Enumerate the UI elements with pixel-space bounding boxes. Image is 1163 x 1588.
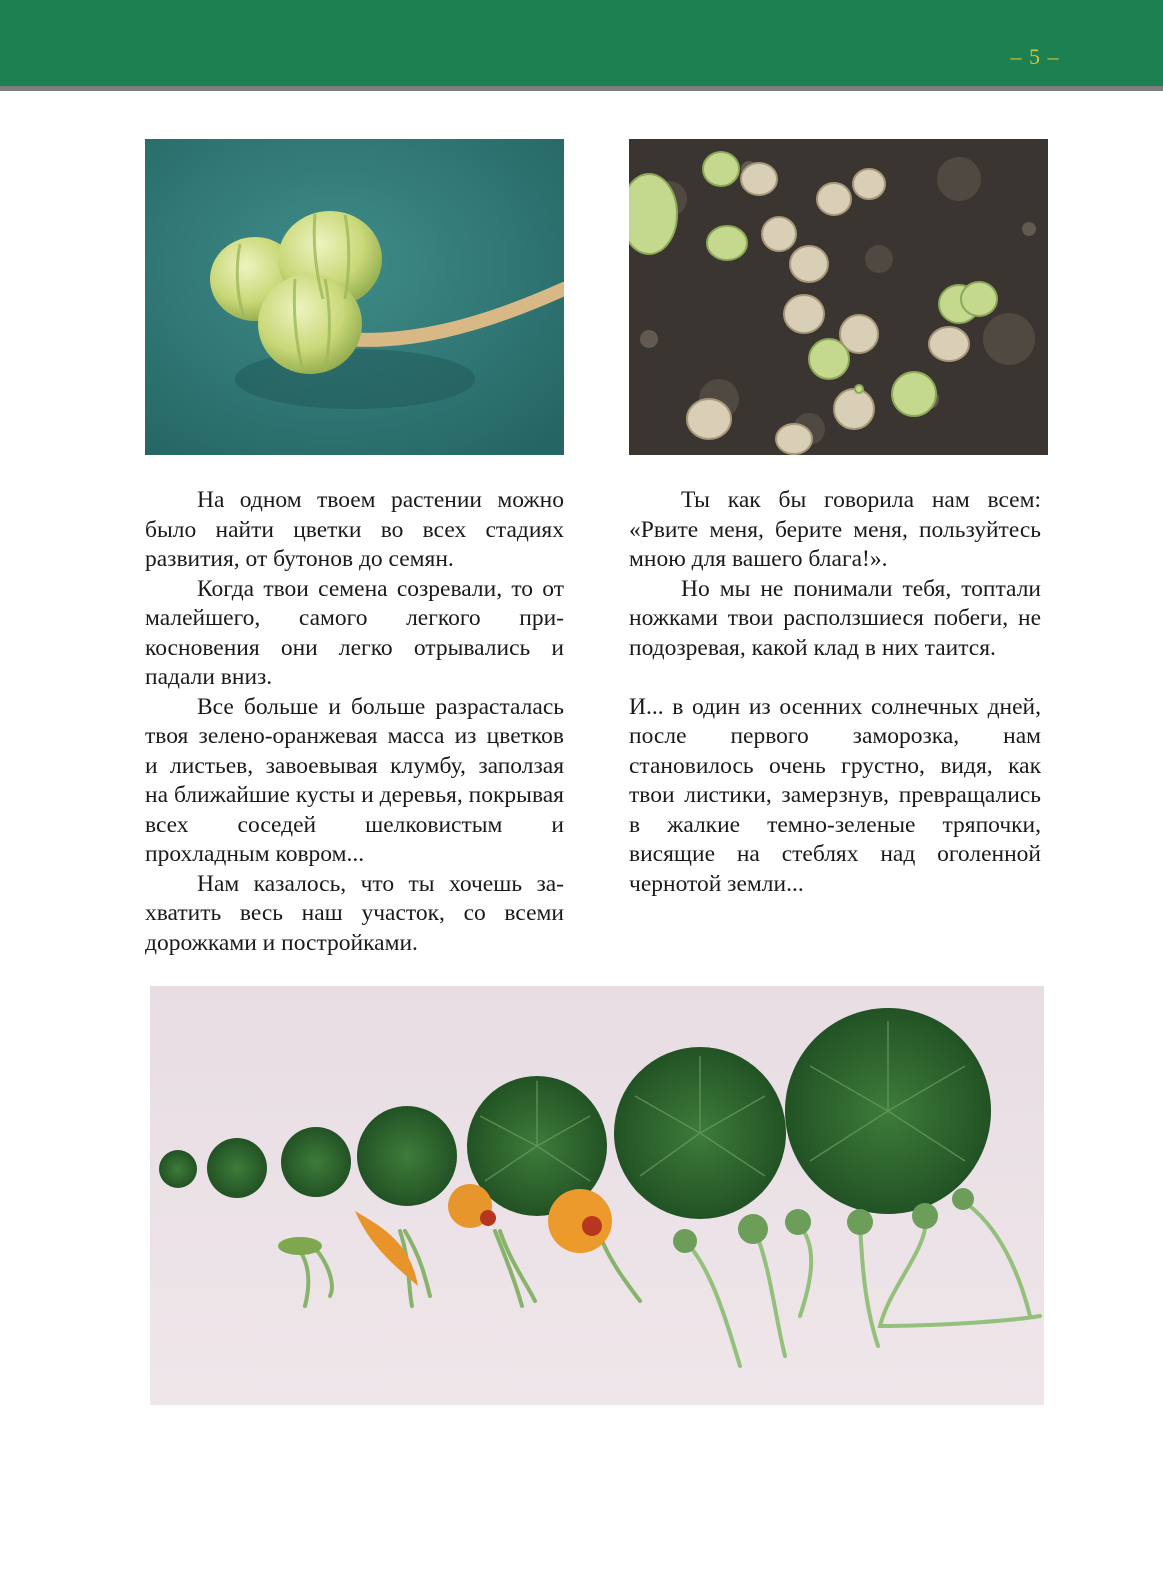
paragraph: На одном твоем растении можно было найти цветки во всех стадиях развития, от бутонов до семян. xyxy=(145,487,564,572)
left-text-column xyxy=(145,486,564,958)
paragraph: Нам казалось, что ты хочешь захватить весь наш участок, со всеми дорожками и постройками. xyxy=(145,870,564,956)
paragraph: Ты как бы говорила нам всем: «Рвите меня, берите меня, пользуйтесь мною для вашего блага!». xyxy=(629,487,1041,572)
paragraph: И... в один из осенних солнечных дней, после первого заморозка, нам становилось очень грустно, видя, как твои листики, замерзнув, превращались в жалкие темно-зеленые тряпочки, висящие на стеблях над оголенной чернотой земли... xyxy=(629,693,1041,897)
header-divider xyxy=(0,86,1163,91)
seeds-on-soil-photo xyxy=(629,139,1048,455)
seed-pod-photo xyxy=(145,139,564,455)
paragraph: Но мы не понимали тебя, топтали ножками твои расползшиеся побеги, не подозревая, какой клад в них таится. xyxy=(629,575,1041,661)
paragraph: Когда твои семена созревали, то от малейшего, самого легкого прикосновения они легко отрывались и падали вниз. xyxy=(145,575,564,690)
header-band xyxy=(0,0,1163,86)
paragraph: Все больше и больше разрасталась твоя зелено-оранжевая масса из цветков и листьев, завоевывая клумбу, заползая на ближайшие кусты и деревья, покрывая всех соседей шелковистым и прохладным ковром... xyxy=(145,693,564,867)
growth-stages-photo xyxy=(150,986,1044,1405)
page-number: – 5 – xyxy=(1010,44,1060,69)
right-text-column xyxy=(629,486,1041,899)
